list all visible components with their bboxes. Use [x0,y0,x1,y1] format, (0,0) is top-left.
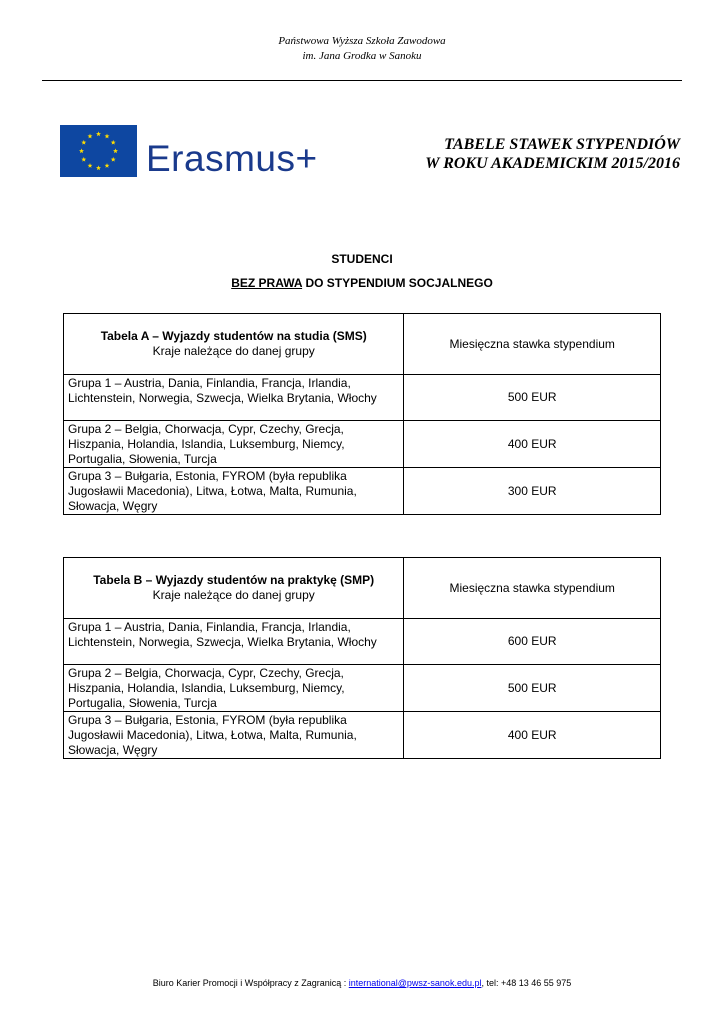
table-a [63,313,661,515]
eu-star-icon [105,163,110,168]
institution-name: Państwowa Wyższa Szkoła Zawodowa [278,35,446,47]
footer-office: Biuro Karier Promocji i Współpracy z Zagranicą : [152,978,349,988]
table-b-header-row [64,558,661,619]
page-footer [0,977,724,989]
table-b-rate-header: Miesięczna stawka stypendium [404,558,661,619]
eu-star-icon [96,131,101,136]
table-a-heading: Tabela A – Wyjazdy studentów na studia (SMS) [100,329,367,343]
eu-star-icon [96,165,101,170]
table-b-subheading: Kraje należące do danej grupy [152,588,315,602]
table-b-group-3: Grupa 3 – Bułgaria, Estonia, FYROM (była republika Jugosławii Macedonia), Litwa, Łotwa, Malta, Rumunia, Słowacja, Węgry [64,712,404,759]
table-b-rate-2: 500 EUR [404,665,661,712]
section-subtitle-underlined: BEZ PRAWA [231,276,303,290]
eu-star-icon [88,163,93,168]
table-row [64,619,661,665]
table-a-heading-cell [64,314,404,375]
table-b-heading-cell [64,558,404,619]
header-divider [42,80,682,81]
eu-star-icon [88,134,93,139]
title-line-1: TABELE STAWEK STYPENDIÓW [444,136,680,153]
table-row [64,665,661,712]
eu-star-icon [79,148,84,153]
eu-star-icon [81,157,86,162]
eu-star-icon [81,140,86,145]
table-a-rate-3: 300 EUR [404,468,661,515]
section-title: STUDENCI [331,252,393,266]
table-b-rate-1: 600 EUR [404,619,661,665]
table-a-group-3: Grupa 3 – Bułgaria, Estonia, FYROM (była republika Jugosławii Macedonia), Litwa, Łotwa, Malta, Rumunia, Słowacja, Węgry [64,468,404,515]
table-row [64,468,661,515]
footer-email-link[interactable]: international@pwsz-sanok.edu.pl [348,978,482,988]
table-b-group-1: Grupa 1 – Austria, Dania, Finlandia, Francja, Irlandia, Lichtenstein, Norwegia, Szwecja, Wielka Brytania, Włochy [64,619,404,665]
eu-flag-icon [60,125,137,177]
table-b-group-2: Grupa 2 – Belgia, Chorwacja, Cypr, Czechy, Grecja, Hiszpania, Holandia, Islandia, Luksemburg, Niemcy, Portugalia, Słowenia, Turcja [64,665,404,712]
table-a-header-row [64,314,661,375]
eu-star-icon [113,148,118,153]
table-row [64,421,661,468]
section-subtitle-rest: DO STYPENDIUM SOCJALNEGO [302,276,493,290]
document-title [320,135,680,173]
institution-header [0,34,724,64]
title-line-2: W ROKU AKADEMICKIM 2015/2016 [425,155,680,172]
table-a-subheading: Kraje należące do danej grupy [152,344,315,358]
eu-star-icon [105,134,110,139]
table-a-rate-1: 500 EUR [404,375,661,421]
table-row [64,712,661,759]
table-a-rate-2: 400 EUR [404,421,661,468]
institution-patron: im. Jana Grodka w Sanoku [302,50,422,62]
table-b-rate-3: 400 EUR [404,712,661,759]
eu-star-icon [111,140,116,145]
table-a-group-1: Grupa 1 – Austria, Dania, Finlandia, Francja, Irlandia, Lichtenstein, Norwegia, Szwecja, Wielka Brytania, Włochy [64,375,404,421]
table-a-rate-header: Miesięczna stawka stypendium [404,314,661,375]
table-row [64,375,661,421]
table-b [63,557,661,759]
section-subtitle [0,276,724,290]
table-b-heading: Tabela B – Wyjazdy studentów na praktykę (SMP) [93,573,375,587]
eu-star-icon [111,157,116,162]
table-a-group-2: Grupa 2 – Belgia, Chorwacja, Cypr, Czechy, Grecja, Hiszpania, Holandia, Islandia, Luksemburg, Niemcy, Portugalia, Słowenia, Turcja [64,421,404,468]
erasmus-logo-text: Erasmus+ [146,138,318,179]
footer-phone: , tel: +48 13 46 55 975 [481,978,572,988]
